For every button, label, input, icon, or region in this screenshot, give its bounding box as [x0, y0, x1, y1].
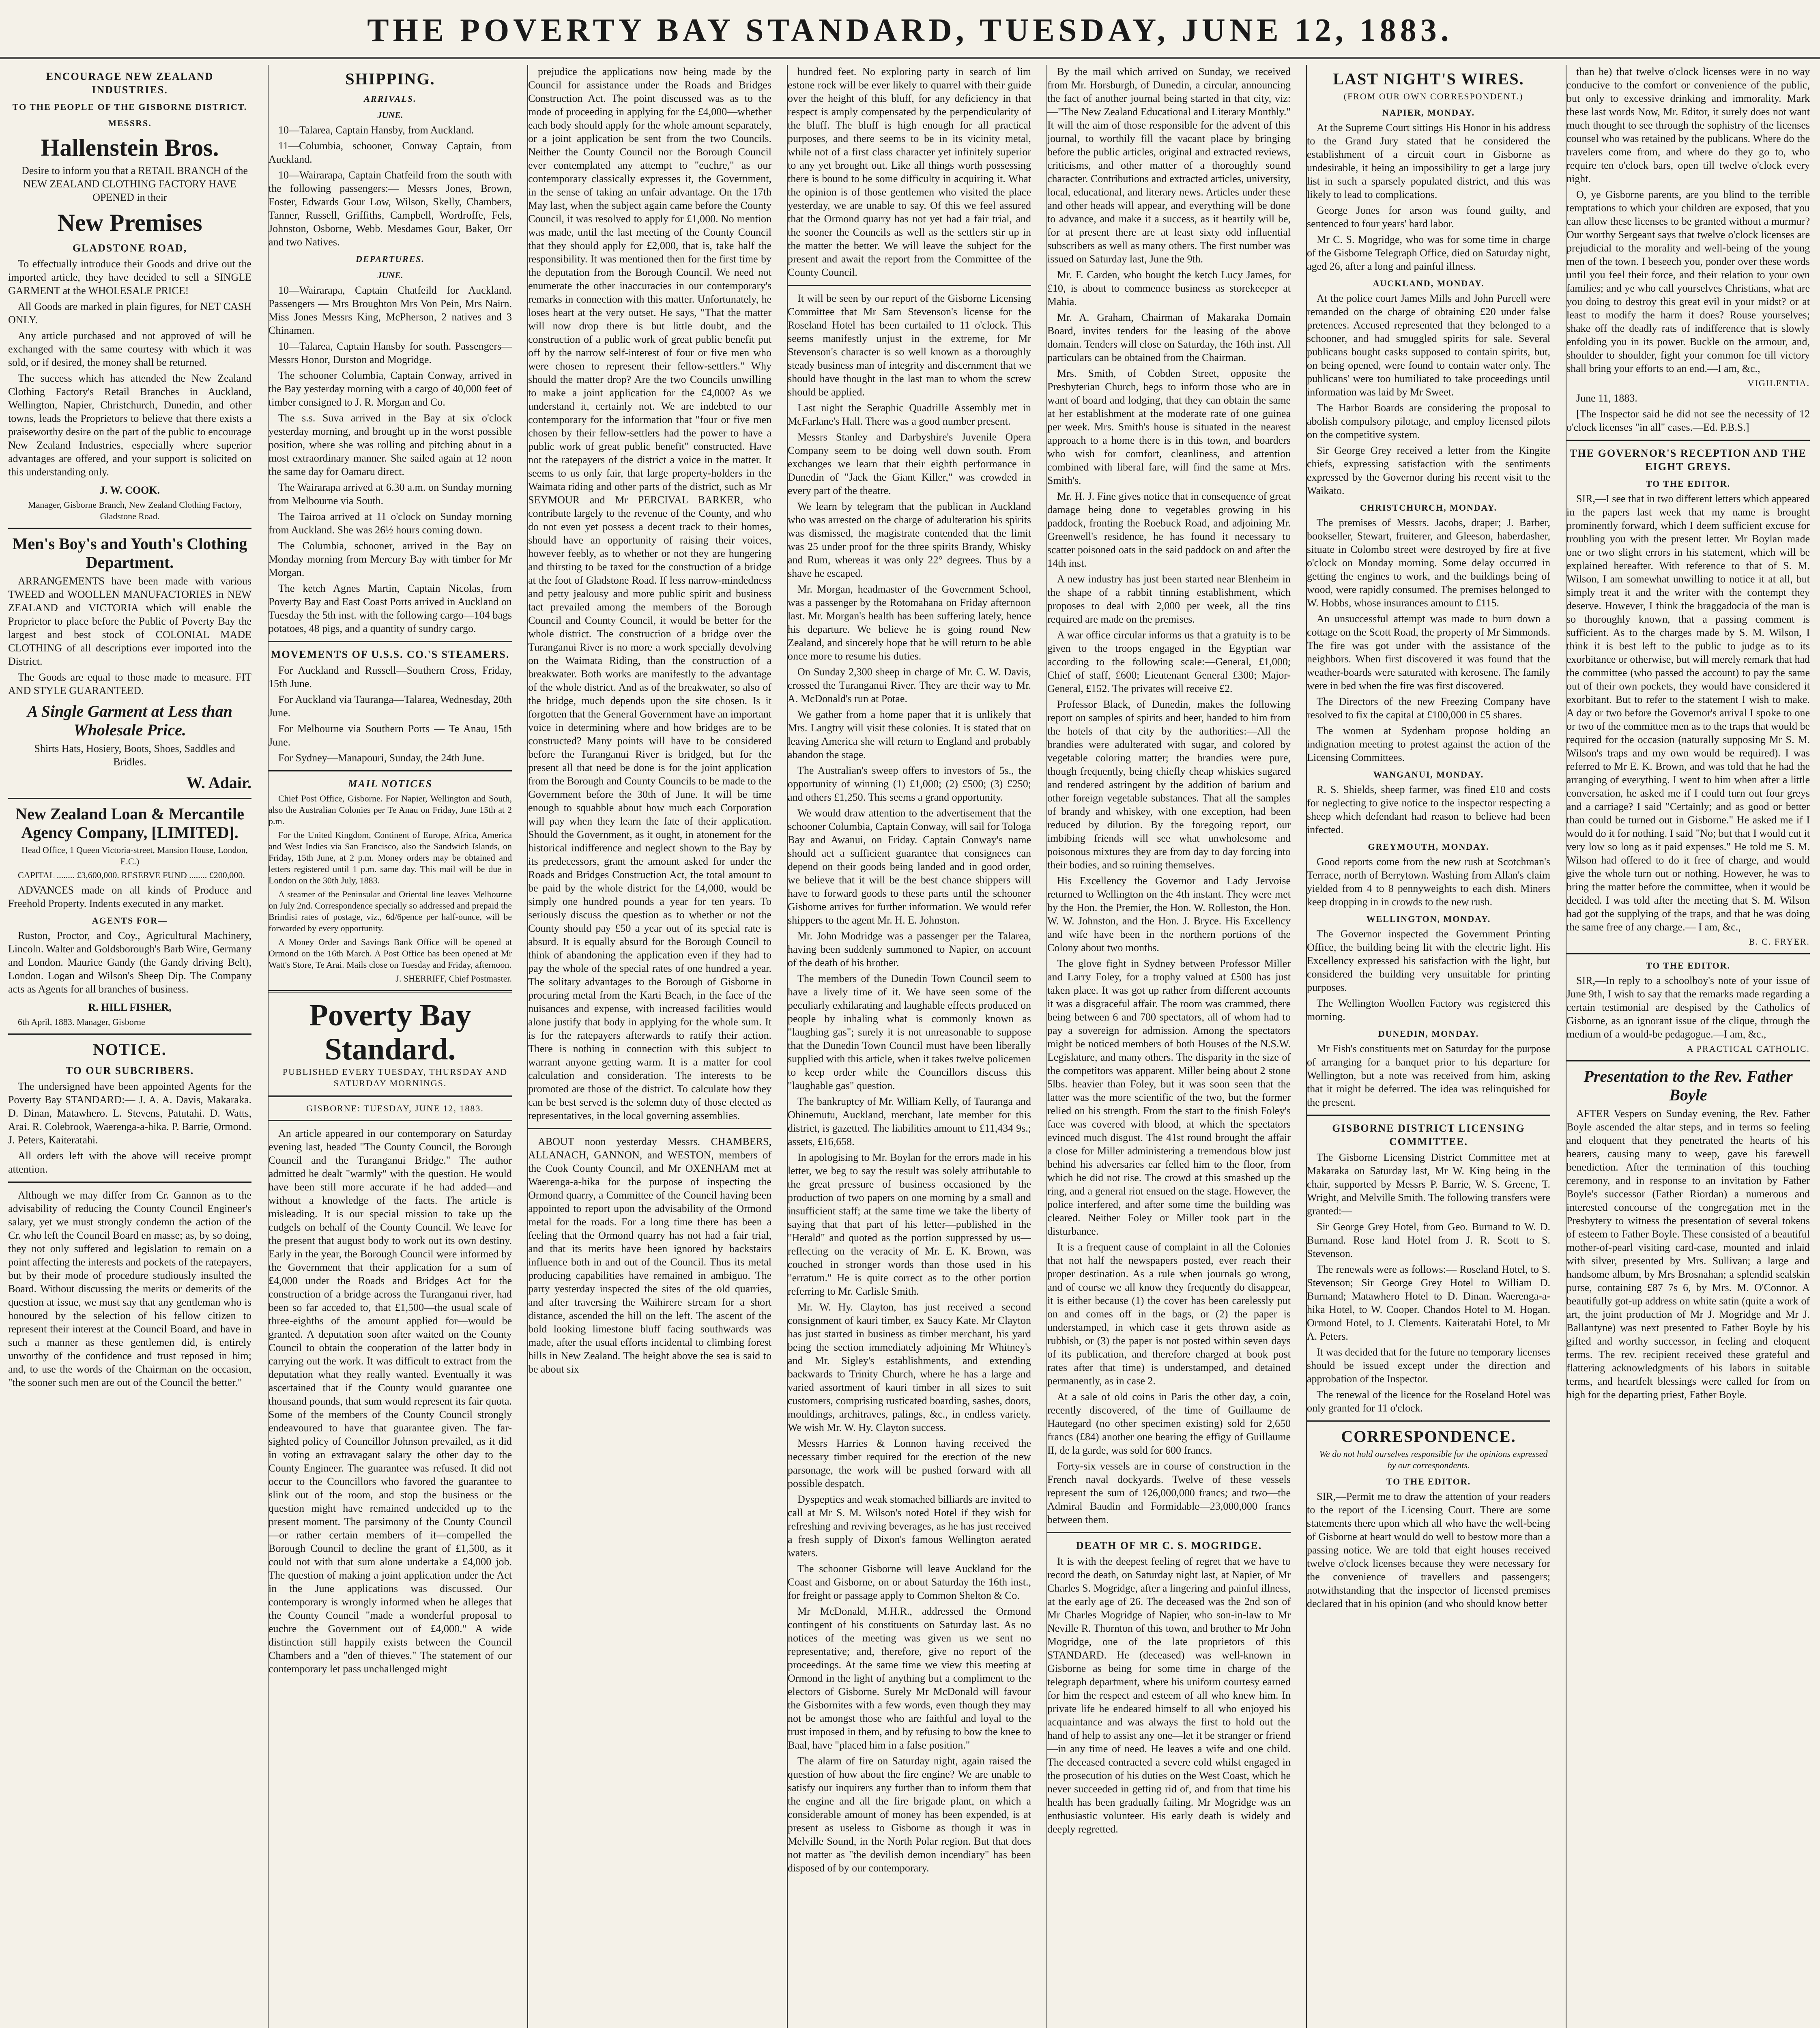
dateline: GISBORNE: TUESDAY, JUNE 12, 1883.	[306, 1103, 484, 1113]
shipping-text: The ketch Agnes Martin, Captain Nicolas, from Poverty Bay and East Coast Ports arrived in Auckland on Tuesday the 5th inst. with the following cargo—104 bags potatoes, 48 pigs, and a quantity of sundry cargo.	[269, 582, 512, 634]
news-text: The glove fight in Sydney between Professor Miller and Larry Foley, for a trophy valued at £500 has just taken place. It was got up rather from different accounts it was a disgraceful affair. The room was crammed, there being between 6 and 700 spectators, all of whom had to pay a sovereign for admission. Among the spectators might be noticed members of both Houses of the N.S.W. Legislature, and many others. The disparity in the size of the competitors was apparent. Miller being about 2 stone 5lbs. heavier than Foley, but it was soon seen that the latter was the more scientific of the two, but the former relied on his strength. From the start to the finish Foley's face was covered with blood, at which the spectators evinced much disgust. The 41st round brought the affair a close for Miller administering a tremendous blow just behind his adversaries ear felled him to the floor, from which he did not rise. The crowd at this smashed up the ring, and a general riot ensued on the stage. However, the police interfered, and after some time the building was cleared. Neither Foley or Miller took part in the disturbance.	[1047, 958, 1291, 1237]
section-heading: LAST NIGHT'S WIRES.	[1333, 70, 1524, 88]
editorial-text: ABOUT noon yesterday Messrs. CHAMBERS, ALLANACH, GANNON, and WESTON, members of the Cook County Council, and Mr OXENHAM met at Waerenga-a-hika for the purpose of inspecting the Ormond quarry, a Committee of the Council having been appointed to report upon the advisability of the Ormond metal for the roads. For a long time there has been a feeling that the Ormond quarry has not had a fair trial, and that its merits have been ignored by backstairs influence both in and out of the Council. Thus its metal producing capabilities have remained in ambiguo. The party yesterday inspected the sites of the old quarries, and after traversing the Waihirere stream for a short distance, ascended the hill on the left. The ascent of the bold looking limestone bluff facing southwards was made, after the usual efforts incidental to climbing forest hills in New Zealand. The height above the sea is said to be about six	[528, 1136, 771, 1375]
ad-text: ARRANGEMENTS have been made with various TWEED and WOOLLEN MANUFACTORIES in NEW ZEALAND and VICTORIA which will enable the Proprietor to place before the Public of Poverty Bay the largest and best stock of COLONIAL MADE CLOTHING of all descriptions ever imported into the District.	[8, 575, 251, 667]
ad-text: Head Office, 1 Queen Victoria-street, Mansion House, London, E.C.)	[21, 845, 248, 866]
ad-heading: ENCOURAGE NEW ZEALAND INDUSTRIES.	[46, 71, 214, 96]
subheading: ARRIVALS.	[364, 94, 417, 104]
ad-text: Any article purchased and not approved of will be exchanged with the same courtesy with which it was sold, or if desired, the money shall be returned.	[8, 330, 251, 368]
dateline: NAPIER, MONDAY.	[1382, 107, 1475, 118]
news-text: His Excellency the Governor and Lady Jervoise returned to Wellington on the 4th instant. They were met by the Hon. the Premier, the Hon. W. Rolleston, the Hon. W. W. Johnston, and the Hon. J. Bryce. His Excellency and wife have been in the northern portions of the Colony about two months.	[1047, 875, 1291, 954]
wire-text: Good reports come from the new rush at Scotchman's Terrace, north of Berrytown. Washing from Allan's claim yielded from 4 to 8 pennyweights to each dish. Miners keep dropping in in crowds to the new rush.	[1307, 856, 1550, 908]
wire-text: At the police court James Mills and John Purcell were remanded on the charge of obtaining £20 under false pretences. Accused represented that they belonged to a schooner, and had smuggled spirits for sale. Several publicans bought casks supposed to contain spirits, but, on being opened, were found to contain water only. The publicans' were too humiliated to take proceedings until information was laid by Mr Sweet.	[1307, 292, 1550, 398]
mail-text: Chief Post Office, Gisborne. For Napier, Wellington and South, also the Australian Colonies per Te Anau on Friday, June 15th at 2 p.m.	[269, 793, 512, 826]
ad-text: Ruston, Proctor, and Coy., Agricultural Machinery, Lincoln. Walter and Goldsborough's Barb Wire, Germany and London. Maurice Gandy (the Gandy driving Belt), London. Logan and Wilson's Sheep Dip. The Company acts as Agents for all branches of business.	[8, 930, 251, 995]
section-heading: CORRESPONDENCE.	[1341, 1427, 1516, 1446]
news-text: Professor Black, of Dunedin, makes the following report on samples of spirits and beer, handed to him from the hotels of that city by the authorities:—All the brandies were adulterated with sugar, and colored by vegetable coloring matter; the brandies were pure, though frequently, being chiefly cheap whiskies sugared and rendered astringent by the addition of barium and other foreign vegetable substances. That all the samples of brandy and whiskey, with one exception, had been reduced by dilution. By the foregoing report, our imbibing friends will see what unwholesome and poisonous mixtures they are from day to day forcing into their bodies, and so ruining themselves.	[1047, 698, 1291, 871]
news-text: Mr. A. Graham, Chairman of Makaraka Domain Board, invites tenders for the leasing of the above domain. Tenders will close on Saturday, the 16th inst. All particulars can be obtained from the Chairman.	[1047, 312, 1291, 363]
notice-subheading: TO OUR SUBCRIBERS.	[65, 1065, 194, 1076]
shipping-text: The s.s. Suva arrived in the Bay at six o'clock yesterday morning, and brought up in the worst possible position, where she was rolling and pitching about in a most extraordinary manner. She sailed again at 12 noon the same day for Oamaru direct.	[269, 412, 512, 477]
divider	[8, 1033, 251, 1035]
column-1	[8, 65, 251, 2028]
dateline: GREYMOUTH, MONDAY.	[1368, 842, 1489, 852]
ad-signature: J. W. COOK.	[99, 484, 160, 496]
article-text: AFTER Vespers on Sunday evening, the Rev. Father Boyle ascended the altar steps, and in terms so feeling and eloquent that they penetrated the hearts of his hearers, causing many to weep, gave his farewell benediction. After the termination of this touching ceremony, and in response to an invitation by Father Boyle's successor (Father Riordan) a numerous and interested concourse of the congregation met in the Presbytery to witness the presentation of several tokens of esteem to Father Boyle. These consisted of a beautiful mother-of-pearl visiting card-case, mounted and inlaid with silver, presented by Mrs. Sullivan; a large and handsome album, by Mrs Brosnahan; a splendid sealskin purse, containing £87 7s 6, by Mrs. M. O'Connor. A beautifully got-up address on white satin (quite a work of art, the joint production of Mr J. Mogridge and Mr J. Ballantyne) was next presented to Father Boyle by his gifted and worthy successor, in feeling and eloquent terms. The rev. recipient received these grateful and flattering acknowledgments of his labors in suitable terms, and heartfelt blessings were called for from on high for the departing priest, Father Boyle.	[1566, 1108, 1810, 1401]
shipping-text: For Sydney—Manapouri, Sunday, the 24th June.	[278, 752, 485, 764]
divider	[8, 1182, 251, 1183]
letter-text: SIR,—I see that in two different letters which appeared in the papers last week that my name is brought prominently forward, which I deem sufficient excuse for troubling you with the present letter. Mr Boylan made one or two slight errors in his statement, which will be explained hereafter. With reference to that of S. M. Wilson, I am somewhat unwilling to notice it at all, but simply treat it and the writer with the contempt they deserve. However, I think the braggadocia of the man is so thoroughly known, that a passing comment is sufficient. As to the charges made by S. M. Wilson, I think it is best left to the public to judge as to its exorbitance or otherwise, but will merely remark that had the committee (who passed the account) to pay the same out of their own pockets, they would have considered it exorbitant. But to refer to the statement I wish to make. A day or two before the Governor's arrival I spoke to one or two of the committee men as to the traps that would be required for the occasion (naturally supposing Mr S. M. Wilson's traps and my own would be required). I was referred to Mr E. K. Brown, and was told that he had the arranging of everything. I went to him when after a little conversation, he asked me if I could turn out four greys and a carriage? I said "Certainly; and as good or better than could be turned out in Gisborne." He asked me if I would do it for nothing. I said "No; but that I would cut it very low so long as it paid expenses." He told me S. M. Wilson had offered to do it free of charge, and would give the whole turn out or nothing. However, he was to bring the matter before the committee, when it would be decided. I was told after the meeting that S. M. Wilson had got the supplying of the traps, and that he was doing the same free of any charge.— I am, &c.,	[1566, 493, 1810, 933]
news-text: In apologising to Mr. Boylan for the errors made in his letter, we beg to say the result was solely attributable to the great pressure of business occasioned by the production of two papers on one morning by a small and insufficient staff; at the same time we take the liberty of saying that that part of his letter—published in the "Herald" and quoted as the portion suppressed by us—reflecting on the veracity of Mr. E. K. Brown, was couched in stronger words than those used in his "erratum." He is quite correct as to the other portion referring to Mr. Carlisle Smith.	[788, 1151, 1031, 1297]
ad-heading: Men's Boy's and Youth's Clothing Department.	[12, 535, 247, 571]
dateline: WELLINGTON, MONDAY.	[1366, 914, 1491, 924]
letter-signature: B. C. FRYER.	[1749, 937, 1810, 947]
subheading: TO THE EDITOR.	[1646, 479, 1731, 489]
section-heading: Presentation to the Rev. Father Boyle	[1584, 1067, 1793, 1104]
ad-road: GLADSTONE ROAD,	[72, 242, 187, 254]
editorial-text: An article appeared in our contemporary on Saturday evening last, headed "The County Council, the Borough Council and the Turanganui Bridge." The author admitted he dealt "warmly" with the question. He would have been still more accurate if he had added—and without a knowledge of the facts. The article is misleading. It is our special mission to take up the cudgels on behalf of the County Council. We leave for the present that august body to work out its own destiny. Early in the year, the Borough Council were informed by the Government that their application for a sum of £4,000 under the Roads and Bridges Act for the construction of a bridge across the Turanganui river, had been so far acceded to, that £1,500—the usual scale of three-eighths of the amount applied for—would be granted. A deputation soon after waited on the County Council to obtain the cooperation of the latter body in carrying out the work. It was difficult to extract from the deputation what they really wanted. Eventually it was ascertained that if the County would guarantee one thousand pounds, that sum would represent its fair quota. Some of the members of the County Council strongly endeavoured to have that guarantee given. The far-sighted policy of Councillor Johnson prevailed, as it did in voting an extravagant salary the other day to the County Engineer. The guarantee was refused. It did not occur to the Councillors who favored the guarantee to slink out of the room, and stop the business or the question might have remained undecided up to the present moment. The parsimony of the County Council—or rather certain members of it—compelled the Borough Council to decline the grant of £1,500, as it could not with that sum alone undertake a £4,000 job. The question of making a joint application under the Act in the June applications was discussed. Our contemporary is wrongly informed when he alleges that the County Council "made a wonderful proposal to euchre the Government out of £4,000." A wide distinction still happily exists between the Council Chambers and a "den of thieves." The statement of our contemporary let pass unchallenged might	[269, 1128, 512, 1675]
news-text: A war office circular informs us that a gratuity is to be given to the troops engaged in the Egyptian war according to the following scale:—General, £1,000; Chief of staff, £600; Lieutenant General £300; Major-General, £152. The privates will receive £2.	[1047, 629, 1291, 694]
shipping-text: The Tairoa arrived at 11 o'clock on Sunday morning from Auckland. She was 26½ hours coming down.	[269, 511, 512, 536]
shipping-text: 10—Wairarapa, Captain Chatfeild from the south with the following passengers:— Messrs Jones, Brown, Foster, Edwards Gour Low, Wilson, Skelly, Chambers, Tanner, Russell, Griffiths, Campbell, Wordroffe, Fels, Johnston, Osborne, Webb. Mesdames Gour, Baker, Orr and two Natives.	[269, 169, 512, 248]
subheading: MOVEMENTS OF U.S.S. CO.'S STEAMERS.	[271, 649, 510, 660]
wire-text: Mr Fish's constituents met on Saturday for the purpose of arranging for a banquet prior to his departure for Wellington, but a note was received from him, asking that it might be deferred. The idea was relinquished for the present.	[1307, 1043, 1550, 1108]
news-text: Mr. H. J. Fine gives notice that in consequence of great damage being done to vegetables growing in his paddock, fronting the Roebuck Road, and adjoining Mr. Greenwell's residence, he has found it necessary to scatter poisoned oats in the said paddock on and after the 14th inst.	[1047, 490, 1291, 569]
section-heading: THE GOVERNOR'S RECEPTION AND THE EIGHT GREYS.	[1570, 447, 1807, 473]
news-text: At a sale of old coins in Paris the other day, a coin, recently discovered, of the time of Guillaume de Hautegard (no other specimen existing) sold for 2,650 francs (£84) another one bearing the effigy of Guillaume II, de la garde, was sold for 600 francs.	[1047, 1391, 1291, 1456]
subheading: DEPARTURES.	[355, 254, 425, 264]
column-4	[787, 65, 1031, 2028]
shipping-text: The schooner Columbia, Captain Conway, arrived in the Bay yesterday morning with a cargo of 40,000 feet of timber consigned to J. R. Morgan and Co.	[269, 370, 512, 408]
wire-text: George Jones for arson was found guilty, and sentenced to four years' hard labor.	[1307, 204, 1550, 230]
shipping-text: 10—Talarea, Captain Hansby, from Auckland.	[278, 124, 474, 136]
column-2	[268, 65, 512, 2028]
news-text: The bankruptcy of Mr. William Kelly, of Tauranga and Ohinemutu, Auckland, merchant, late member for this district, is gazetted. The liabilities amount to £11,434 9s.; assets, £16,658.	[788, 1096, 1031, 1147]
subheading: TO THE EDITOR.	[1386, 1476, 1471, 1487]
report-text: The renewal of the licence for the Roseland Hotel was only granted for 11 o'clock.	[1307, 1389, 1550, 1414]
editorial-text: prejudice the applications now being made by the Council for assistance under the Roads and Bridges Construction Act. The point discussed was as to the mode of proceeding in applying for the £4,000—whether each body should apply for the whole amount separately, or a joint application be sent from the two Councils. Neither the County Council nor the Borough Council ever contemplated any attempt to "euchre," as our contemporary classically expresses it, the Government, in the sense of taking an unfair advantage. On the 17th May last, when the subject again came before the County Council, it was resolved to apply for £1,000. No mention was made, until the last meeting of the County Council that they should apply for £2,000, that is, take half the responsibility. It was mentioned then for the first time by the deputation from the Borough Council. We need not enumerate the other inaccuracies in our contemporary's remarks in connection with this matter. Unfortunately, he loses heart at the very outset. He says, "That the matter will now drop there is but little doubt, and the construction of a public work of great public benefit put off by the narrow self-interest of four or five men who were chosen to represent their fellow-settlers." Why should the matter drop? Are the two Councils unwilling to make a joint application for the £4,000? As we understand it, certainly not. We are indebted to our contemporary for the information that "four or five men chosen by their fellow-settlers had the power to have a public work of great public benefit" constructed. Have not the ratepayers of the district a voice in the matter. It seems to us only fair, that large property-holders in the Waimata riding and other parts of the district, such as Mr SEYMOUR and Mr PERCIVAL BARKER, who contribute largely to the revenue of the County, and who do not even yet possess a decent track to their homes, should have an opportunity of raising their voices, however feebly, as to whether or not they are hungering and thirsting to be taxed for the construction of a bridge at the foot of Gladstone Road. If less narrow-mindedness and petty jealousy and more public spirit and business tact prevailed among the members of the Borough Council and County Council, it would be better for the whole district. The construction of a bridge over the Turanganui River is no more a work specially devolving on the Waimata Riding, than the construction of a breakwater. Both works are manifestly to the advantage of the whole district. And as of the breakwater, so also of the bridge, much depends upon the site chosen. Is it forgotten that the General Government have an important voice in determining where and how bridges are to be constructed? Many points will have to be considered before the Turanganui River is bridged, but for the present all that need be done is for the joint application from the Borough and County Councils to be made to the Government before the 30th of June. It will be time enough to squabble about how much each Corporation will pay when they learn the fate of their application. Should the Government, as it ought, in atonement for the historical indifference and neglect shown to the Bay by its predecessors, grant the amount asked for under the Roads and Bridges Construction Act, the total amount to be paid by the whole district for the £4,000, would be simply one hundred pounds a year for ten years. To seriously discuss the question as to whether or not the County should pay £50 a year out of its special rate is absurd. It is equally absurd for the Borough Council to think of abandoning the application even if they had to pay the whole of the special rates of one hundred a year. The solitary advantages to the Borough of Gisborne in procuring metal from the Karti Beach, in the face of the nuisances and expense, with increased facilities would alone justify that body in applying for the whole sum. It is for the ratepayers afterwards to ratify their action. There is nothing in connection with this subject to warrant anyone getting warm. It is a matter for cool calculation and consideration. The interests to be promoted are those of the district. To calculate how they can be best served is the solemn duty of those elected as representatives, in the local governing assemblies.	[528, 66, 771, 1121]
news-text: Mrs. Smith, of Cobden Street, opposite the Presbyterian Church, begs to inform those who are in want of board and lodging, that they can obtain the same at her establishment at the moderate rate of one guinea per week. Mrs. Smith's house is situated in the nearest approach to a home there is in this town, and boarders who wish for comfort, cleanliness, and attention combined with liberal fare, will find the same at Mrs. Smith's.	[1047, 367, 1291, 486]
news-text: Messrs Stanley and Darbyshire's Juvenile Opera Company seem to be doing well down south. From exchanges we learn that their eighth performance in Dunedin of "Jack the Giant Killer," was crowded in every part of the theatre.	[788, 431, 1031, 496]
wire-text: At the Supreme Court sittings His Honor in his address to the Grand Jury stated that he considered the establishment of a circuit court in Gisborne as undesirable, it being an impossibility to get a large jury list in such a sparsely populated district, and this was likely to lead to complications.	[1307, 122, 1550, 200]
mail-signature: J. SHERRIFF, Chief Postmaster.	[395, 973, 512, 984]
ad-text: To effectually introduce their Goods and drive out the imported article, they have decided to sell a SINGLE GARMENT at the WHOLESALE PRICE!	[8, 258, 251, 296]
news-text: On Sunday 2,300 sheep in charge of Mr. C. W. Davis, crossed the Turanganui River. They are their way to Mr. A. McDonald's run at Potae.	[788, 666, 1031, 705]
divider	[1047, 1532, 1291, 1533]
masthead-title: THE POVERTY BAY STANDARD, TUESDAY, JUNE 12, 1883.	[367, 13, 1453, 48]
letter-text: SIR,—In reply to a schoolboy's note of your issue of June 9th, I wish to say that the remarks made regarding a certain testimonial are despised by the Catholics of Gisborne, as an ignorant issue of the clique, through the medium of a would-be pedagogue.—I am, &c.,	[1566, 975, 1810, 1040]
ad-signature-title: Manager, Gisborne Branch, New Zealand Clothing Factory, Gladstone Road.	[28, 500, 242, 521]
section-heading: SHIPPING.	[345, 70, 435, 88]
paper-masthead: Poverty Bay Standard.	[309, 998, 471, 1066]
report-text: It was decided that for the future no temporary licenses should be issued except under the direction and approbation of the Inspector.	[1307, 1346, 1550, 1385]
wire-text: R. S. Shields, sheep farmer, was fined £10 and costs for neglecting to give notice to the inspector respecting a sheep which defendant had reason to believe had been infected.	[1307, 784, 1550, 836]
dateline: CHRISTCHURCH, MONDAY.	[1360, 503, 1498, 513]
news-text: A new industry has just been started near Blenheim in the shape of a rabbit tinning establishment, which proposes to deal with 2,000 per week, all the tins required are made on the premises.	[1047, 573, 1291, 625]
news-text: The Australian's sweep offers to investors of 5s., the opportunity of winning (1) £1,000; (2) £500; (3) £250; and others £1,250. This seems a grand opportunity.	[788, 765, 1031, 803]
news-text: We would draw attention to the advertisement that the schooner Columbia, Captain Conway, will sail for Tologa Bay and Awanui, on Friday. Captain Conway's name should act a sufficient guarantee that consignees can depend on their goods being landed and in good order, we believe that it will be the best chance shippers will have to forward goods to these parts until the schooner Gisborne arrives for further information. We would refer shippers to the agent Mr. H. E. Johnston.	[788, 807, 1031, 926]
divider	[269, 770, 512, 771]
ad-subheading: TO THE PEOPLE OF THE GISBORNE DISTRICT.	[12, 102, 247, 112]
section-heading: GISBORNE DISTRICT LICENSING COMMITTEE.	[1332, 1122, 1525, 1147]
letter-date: June 11, 1883.	[1576, 392, 1637, 404]
ad-signature: W. Adair.	[186, 773, 251, 792]
ad-heading: A Single Garment at Less than Wholesale Price.	[27, 702, 232, 739]
wire-text: The Harbor Boards are considering the proposal to abolish compulsory pilotage, and employ licensed pilots on the competitive system.	[1307, 402, 1550, 440]
divider	[1566, 440, 1810, 441]
letter-text: O, ye Gisborne parents, are you blind to the terrible temptations to which your children are exposed, that you can allow these licenses to be granted without a murmur? Our worthy Sergeant says that twelve o'clock licenses are prejudicial to the morality and well-being of the young men of the town. I beseech you, ponder over these words until you feel their force, and their relation to your own families; and ye who call yourselves Christians, what are you doing to destroy this great evil in your midst? or at least to modify the harm it does? Rouse yourselves; shake off the deadly rats of indifference that is slowly enfolding you in its power. Buckle on the armour, and, shoulder to shoulder, fight your common foe till victory shall bring your efforts to an end.—I am, &c.,	[1566, 189, 1810, 374]
divider	[1566, 953, 1810, 954]
divider	[269, 1095, 512, 1097]
news-text: Mr. Morgan, headmaster of the Government School, was a passenger by the Rotomahana on Friday afternoon last. Mr. Morgan's health has been suffering lately, hence his departure. We believe he is going round New Zealand, and sincerely hope that he will return to be able once more to resume his duties.	[788, 583, 1031, 662]
news-text: Forty-six vessels are in course of construction in the French naval dockyards. Twelve of these vessels represent the sum of 126,000,000 francs; and two—the Admiral Baudin and Formidable—23,000,000 francs between them.	[1047, 1460, 1291, 1525]
shipping-text: The Wairarapa arrived at 6.30 a.m. on Sunday morning from Melbourne via South.	[269, 481, 512, 507]
subheading: MAIL NOTICES	[348, 778, 433, 790]
dateline: AUCKLAND, MONDAY.	[1373, 278, 1485, 288]
column-6	[1306, 65, 1550, 2028]
ad-subheading: AGENTS FOR—	[92, 915, 168, 926]
dateline: DUNEDIN, MONDAY.	[1378, 1029, 1479, 1039]
news-text: The schooner Gisborne will leave Auckland for the Coast and Gisborne, on or about Saturday the 16th inst., for freight or passage apply to Common Shelton & Co.	[788, 1563, 1031, 1601]
shipping-text: For Melbourne via Southern Ports — Te Anau, 15th June.	[269, 723, 512, 748]
article-text: Although we may differ from Cr. Gannon as to the advisability of reducing the County Council Engineer's salary, yet we must strongly condemn the action of the Cr. who left the Council Board en masse; as, by so doing, they not only suffered and legislation to remain on a point affecting the interests and pockets of the ratepayers, but by their mode of procedure studiously insulted the Board. Without discussing the merits or demerits of the question at issue, we must say that any gentleman who is honoured by the selection of his fellow citizen to represent their interest at the Council Board, and have in such a manner as these gentlemen did, is entirely unworthy of the confidence and trust reposed in him; and, to use the words of the Chairman on the occasion, "the sooner such men are out of the Council the better."	[8, 1189, 251, 1388]
masthead	[0, 0, 1820, 59]
news-text: Last night the Seraphic Quadrille Assembly met in McFarlane's Hall. There was a good number present.	[788, 402, 1031, 427]
ad-text: CAPITAL ........ £3,600,000. RESERVE FUND ........ £200,000.	[18, 870, 245, 880]
news-text: Mr. F. Carden, who bought the ketch Lucy James, for £10, is about to commence business as storekeeper at Mahia.	[1047, 269, 1291, 307]
news-text: It will be seen by our report of the Gisborne Licensing Committee that Mr Sam Stevenson's license for the Roseland Hotel has been curtailed to 11 o'clock. This seems manifestly unjust in the extreme, for Mr Stevenson's character is so well known as a thoroughly steady business man of integrity and discernment that we should have thought in the last man to whom the screw should be applied.	[788, 292, 1031, 398]
mail-text: A steamer of the Peninsular and Oriental line leaves Melbourne on July 2nd. Correspondence specially so addressed and prepaid the Brindisi rates of postage, viz., 6d/6pence per half-ounce, will be forwarded by every opportunity.	[269, 889, 512, 933]
ad-text: The success which has attended the New Zealand Clothing Factory's Retail Branches in Auckland, Wellington, Napier, Christchurch, Dunedin, and other towns, leads the Proprietors to believe that there exists a praiseworthy desire on the part of the public to encourage New Zealand Industries, especially where superior advantages are offered, and your support is solicited on this understanding only.	[8, 372, 251, 478]
ad-text: The Goods are equal to those made to measure. FIT AND STYLE GUARANTEED.	[8, 671, 251, 696]
divider	[528, 1128, 771, 1129]
shipping-text: For Auckland via Tauranga—Talarea, Wednesday, 20th June.	[269, 694, 512, 719]
news-text: Messrs Harries & Lonnon having received the necessary timber required for the erection of the new parsonage, the work will be pushed forward with all possible despatch.	[788, 1437, 1031, 1489]
shipping-text: For Auckland and Russell—Southern Cross, Friday, 15th June.	[269, 664, 512, 690]
section-heading: DEATH OF MR C. S. MOGRIDGE.	[1076, 1540, 1262, 1551]
ad-premises: New Premises	[57, 209, 202, 236]
shipping-text: 11—Columbia, schooner, Conway Captain, from Auckland.	[269, 140, 512, 165]
editor-note: [The Inspector said he did not see the necessity of 12 o'clock licenses "in all" cases.—Ed. P.B.S.]	[1566, 408, 1810, 433]
ad-signature: R. HILL FISHER,	[88, 1001, 172, 1013]
news-text: Mr. W. Hy. Clayton, has just received a second consignment of kauri timber, ex Saucy Kate. Mr Clayton has just started in business as timber merchant, his yard being the section immediately adjoining Mr Whitney's and Mr. Sigley's establishments, and extending backwards to Trinity Church, where he has a large and varied assortment of kauri timber in all sizes to suit customers, comprising rusticated boarding, sashes, doors, mouldings, architraves, palings, &c., in endless variety. We wish Mr. W. Hy. Clayton success.	[788, 1301, 1031, 1433]
wire-text: An unsuccessful attempt was made to burn down a cottage on the Scott Road, the property of Mr Simmonds. The fire was got under with the assistance of the neighbors. When first discovered it was found that the weather-boards were saturated with kerosene. The family were in bed when the fire was first discovered.	[1307, 613, 1550, 692]
ad-text: 6th April, 1883. Manager, Gisborne	[18, 1017, 145, 1027]
byline: (FROM OUR OWN CORRESPONDENT.)	[1343, 91, 1523, 101]
column-5	[1046, 65, 1291, 2028]
divider	[8, 798, 251, 799]
news-text: The members of the Dunedin Town Council seem to have a lively time of it. We have seen some of the peculiarly exhilarating and laughable effects produced on people by inhaling what is commonly known as "laughing gas"; surely it is not unreasonable to suppose that the Dunedin Town Council must have been liberally supplied with this article, when it takes twelve policemen to keep order while the Councillors discuss this "laughable gas" question.	[788, 973, 1031, 1091]
news-text: Mr McDonald, M.H.R., addressed the Ormond contingent of his constituents on Saturday last. As no notices of the meeting was given us we sent no representative; and, therefore, give no report of the proceedings. At the same time we view this meeting at Ormond in the light of anything but a compliment to the electors of Gisborne. Surely Mr McDonald will favour the Gisbornites with a few words, even though they may not be amongst those who are faithful and loyal to the trust imposed in them, and by refusing to bow the knee to Baal, have "placed him in a false position."	[788, 1605, 1031, 1751]
column-3	[527, 65, 771, 2028]
divider	[1307, 1115, 1550, 1116]
shipping-text: The Columbia, schooner, arrived in the Bay on Monday morning from Mercury Bay with timber for Mr Morgan.	[269, 540, 512, 578]
news-text: Dyspeptics and weak stomached billiards are invited to call at Mr S. M. Wilson's noted Hotel if they wish for refreshing and reviving beverages, as he has just received a fresh supply of Dixon's famous Wellington aerated waters.	[788, 1493, 1031, 1559]
wire-text: The Wellington Woollen Factory was registered this morning.	[1307, 997, 1550, 1023]
letter-text: SIR,—Permit me to draw the attention of your readers to the report of the Licensing Court. There are some statements there upon which all who have the well-being of Gisborne at heart would do well to bestow more than a passing notice. We are told that eight houses received twelve o'clock licenses because they were necessary for the convenience of travellers and passengers; notwithstanding that the inspector of licensed premises declared that in his opinion (and who should know better	[1307, 1491, 1550, 1609]
news-text: We gather from a home paper that it is unlikely that Mrs. Langtry will visit these colonies. It is stated that on leaving America she will return to England and probably abandon the stage.	[788, 709, 1031, 760]
publication-note: PUBLISHED EVERY TUESDAY, THURSDAY AND SATURDAY MORNINGS.	[282, 1067, 508, 1088]
divider	[269, 990, 512, 993]
ad-text: Shirts Hats, Hosiery, Boots, Shoes, Saddles and Bridles.	[34, 743, 235, 768]
report-text: The Gisborne Licensing District Committee met at Makaraka on Saturday last, Mr W. King being in the chair, supported by Messrs P. Barrie, W. S. Greene, T. Wright, and Melville Smith. The following transfers were granted:—	[1307, 1151, 1550, 1217]
ad-text: All Goods are marked in plain figures, for NET CASH ONLY.	[8, 301, 251, 326]
news-text: hundred feet. No exploring party in search of lim estone rock will be ever likely to quarrel with their guide over the height of this bluff, for any deficiency in that respect is amply compensated by the perpendicularity of the bluff. The bluff is high enough for all practical purposes, and there seems to be in its vicinity metal, while not of a first class character yet infinitely superior to any yet brought out. Like all things worth possessing there is bound to be some difficulty in acquiring it. What the opinion is of those gentlemen who visited the place yesterday, we are unable to say. Of this we feel assured that the Ormond quarry has not yet had a fair trial, and the sooner the Councils as well as the settlers stir up in the matter the better. We will leave the subject for the present and await the report from the Committee of the County Council.	[788, 66, 1031, 278]
subheading: JUNE.	[377, 270, 403, 280]
ad-heading: New Zealand Loan & Mercantile Agency Company, [LIMITED].	[15, 805, 244, 842]
dateline: WANGANUI, MONDAY.	[1373, 769, 1484, 780]
news-text: By the mail which arrived on Sunday, we received from Mr. Horsburgh, of Dunedin, a circular, announcing the fact of another journal being started in that city, viz:—"The New Zealand Educational and Literary Monthly." It will the aim of those responsible for the advent of this journal, to worthily fill the vacant place by bringing before the public articles, original and extracted reviews, criticisms, and other matter of a thoroughly sound character. Contributions and extracted articles, university, local, educational, and literary news. Articles under these and other heads will appear, and everything will be done to advance, and make it a success, as it heartily will be, for at present there are at least sixty odd influential subscribers as well as many others. The first number was issued on Saturday last, June the 9th.	[1047, 66, 1291, 265]
shipping-text: 10—Wairarapa, Captain Chatfeild for Auckland. Passengers — Mrs Broughton Mrs Von Pein, Mrs Nairn. Miss Jones Messrs King, McPherson, 2 natives and 3 Chinamen.	[269, 284, 512, 336]
columns	[8, 65, 1812, 2028]
divider	[1307, 1420, 1550, 1422]
wire-text: The women at Sydenham propose holding an indignation meeting to protest against the action of the Licensing Committees.	[1307, 725, 1550, 763]
divider	[269, 641, 512, 642]
report-text: Sir George Grey Hotel, from Geo. Burnand to W. D. Burnand. Rose land Hotel from J. R. Scott to S. Stevenson.	[1307, 1221, 1550, 1259]
ad-messrs: MESSRS.	[108, 118, 152, 128]
wire-text: The Governor inspected the Government Printing Office, the building being lit with the electric light. His Excellency expressed his satisfaction with the light, but considered the building very unsuitable for printing purposes.	[1307, 928, 1550, 993]
divider	[1566, 1060, 1810, 1061]
news-text: Mr. John Modridge was a passenger per the Talarea, having been suddenly summoned to Napier, on account of the death of his brother.	[788, 930, 1031, 969]
ad-firm: Hallenstein Bros.	[41, 134, 219, 161]
divider	[269, 1120, 512, 1121]
notice-text: The undersigned have been appointed Agents for the Poverty Bay STANDARD:— J. A. A. Davis, Makaraka. D. Dinan, Matawhero. L. Stevens, Patutahi. D. Watts, Arai. R. Colebrook, Waerenga-a-hika. P. Barrie, Ormond. J. Peters, Kaiteratahi.	[8, 1081, 251, 1146]
ad-intro: Desire to inform you that a RETAIL BRANCH of the NEW ZEALAND CLOTHING FACTORY HAVE OPENED in their	[21, 165, 248, 203]
ad-text: ADVANCES made on all kinds of Produce and Freehold Property. Indents executed in any market.	[8, 884, 251, 909]
wire-text: The Directors of the new Freezing Company have resolved to fix the capital at £100,000 in £5 shares.	[1307, 696, 1550, 721]
mail-text: A Money Order and Savings Bank Office will be opened at Ormond on the 16th March. A Post Office has been opened at Mr Watt's Store, Te Arai. Mails close on Tuesday and Friday, afternoon.	[269, 937, 512, 970]
disclaimer: We do not hold ourselves responsible for the opinions expressed by our correspondents.	[1319, 1449, 1548, 1470]
letter-signature: A PRACTICAL CATHOLIC.	[1687, 1044, 1810, 1054]
letter-signature: VIGILENTIA.	[1747, 378, 1810, 388]
report-text: The renewals were as follows:— Roseland Hotel, to S. Stevenson; Sir George Grey Hotel to William D. Burnand; Matawhero Hotel to D. Dinan. Waerenga-a-hika Hotel, to W. Cooper. Chandos Hotel to M. Hogan. Ormond Hotel, to J. Clements. Kaiteratahi Hotel, to Mr A. Peters.	[1307, 1263, 1550, 1342]
obituary-text: It is with the deepest feeling of regret that we have to record the death, on Saturday night last, at Napier, of Mr Charles S. Mogridge, after a lingering and painful illness, at the early age of 26. The deceased was the 2nd son of Mr Charles Mogridge of Napier, who son-in-law to Mr Neville R. Thornton of this town, and brother to Mr John Mogridge, one of the late proprietors of this STANDARD. He (deceased) was well-known in Gisborne as being for some time in charge of the telegraph department, where his uniform courtesy earned for him the respect and esteem of all who knew him. In private life he endeared himself to all who enjoyed his acquaintance and was always the first to hold out the hand of help to assist any one—let it be stranger or friend—in any time of need. He leaves a wife and one child. The deceased contracted a severe cold whilst engaged in the prosecution of his duties on the West Coast, which he never succeeded in getting rid of, and from that time his health has been gradually failing. Mr Mogridge was an enthusiastic volunteer. His early death is widely and deeply regretted.	[1047, 1555, 1291, 1835]
news-text: It is a frequent cause of complaint in all the Colonies that not half the newspapers posted, ever reach their proper destination. As a rule when journals go wrong, and of course we all know they frequently do disappear, it is either because (1) the cover has been carelessly put on and comes off in the bags, or (2) the paper is understamped, in which case it gets thrown aside as rubbish, or (3) the paper is not posted within seven days of its publication, and therefore charged at book post rates after that time) is understamped, and detained permanently, as in case 2.	[1047, 1241, 1291, 1387]
mail-text: For the United Kingdom, Continent of Europe, Africa, America and West Indies via San Francisco, also the Sandwich Islands, on Friday, 15th June, at 2 p.m. Money orders may be obtained and letters registered until 1 p.m. same day. This mail will be due in London on the 30th July, 1883.	[269, 830, 512, 885]
shipping-text: 10—Talarea, Captain Hansby for south. Passengers—Messrs Honor, Durston and Mogridge.	[269, 340, 512, 365]
subheading: JUNE.	[377, 110, 403, 120]
letter-text: than he) that twelve o'clock licenses were in no way conducive to the comfort or convenience of the public, but only to excessive drinking and immorality. Mark these last words Now, Mr. Editor, it surely does not want much thought to see through the sophistry of the licenses counsel who was retained by the publicans. Where do the travelers come from, and where do they go to, who require ten o'clock bars, open till twelve o'clock every night.	[1566, 66, 1810, 185]
news-text: We learn by telegram that the publican in Auckland who was arrested on the charge of adulteration his spirits was dismissed, the magistrate contended that the limit was 25 under proof for the three spirits Brandy, Whisky and Rum, whereas it was only 22° degrees. Thus by a shave he escaped.	[788, 501, 1031, 579]
notice-text: All orders left with the above will receive prompt attention.	[8, 1150, 251, 1175]
column-7	[1566, 65, 1810, 2028]
divider	[788, 285, 1031, 286]
notice-heading: NOTICE.	[93, 1040, 167, 1059]
divider	[8, 528, 251, 529]
wire-text: The premises of Messrs. Jacobs, draper; J. Barber, bookseller, Stewart, fruiterer, and Gleeson, haberdasher, situate in Colombo street were destroyed by fire at five o'clock on Monday morning. Some delay occurred in getting the engines to work, and the buildings being of wood, were rapidly consumed. The premises belonged to W. Hobbs, whose insurances amount to £115.	[1307, 517, 1550, 609]
subheading: TO THE EDITOR.	[1646, 960, 1731, 971]
news-text: The alarm of fire on Saturday night, again raised the question of how about the fire engine? We are unable to satisfy our inquirers any further than to inform them that the engine and all the fire brigade plant, on which a considerable amount of money has been expended, is at present as useless to Gisborne as though it was in Melville Sound, in the North Polar region. But that does not matter as "the devilish demon incendiary" has been disposed of by our contemporary.	[788, 1755, 1031, 1874]
wire-text: Sir George Grey received a letter from the Kingite chiefs, expressing satisfaction with the sentiments expressed by the Governor during his recent visit to the Waikato.	[1307, 445, 1550, 496]
wire-text: Mr C. S. Mogridge, who was for some time in charge of the Gisborne Telegraph Office, died on Saturday night, aged 26, after a long and painful illness.	[1307, 234, 1550, 272]
